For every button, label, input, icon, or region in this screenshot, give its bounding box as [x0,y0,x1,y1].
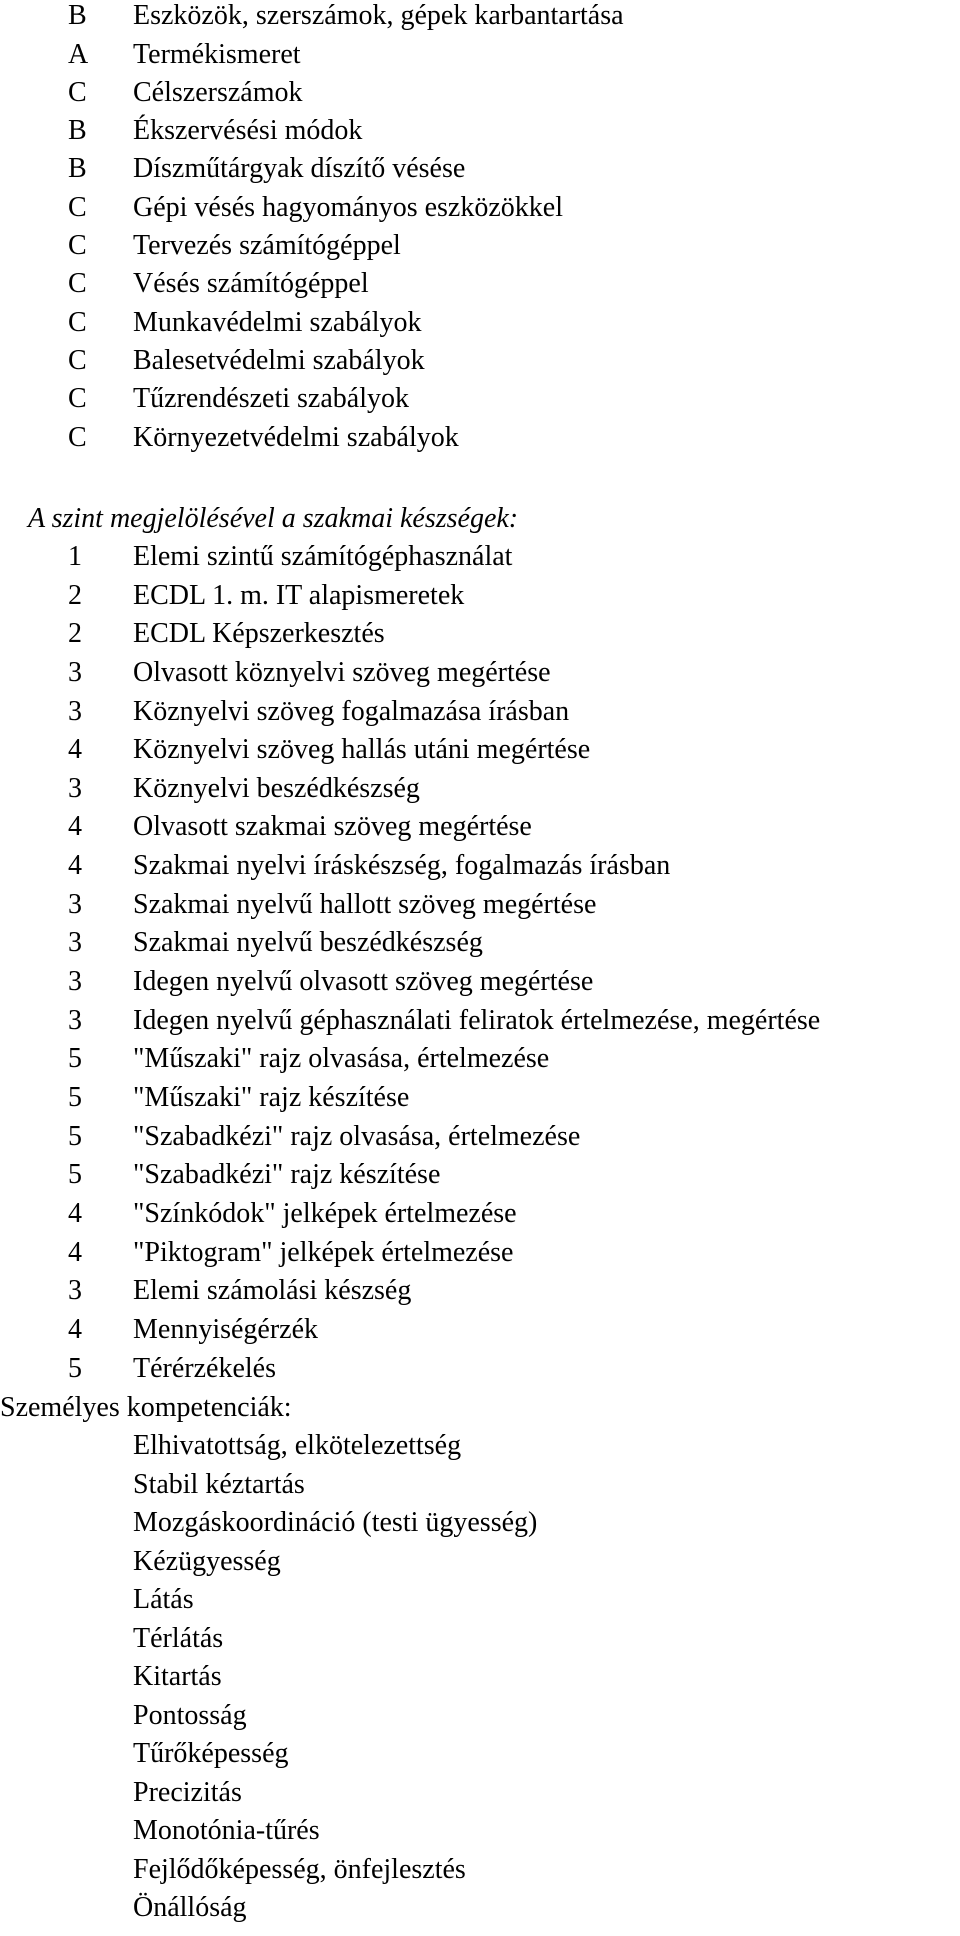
item-grade: 4 [68,850,82,881]
item-label: "Műszaki" rajz készítése [133,1082,410,1113]
item-grade: 1 [68,541,82,572]
personal-item: Kitartás [133,1661,222,1692]
item-label: ECDL 1. m. IT alapismeretek [133,580,465,611]
item-label: Idegen nyelvű olvasott szöveg megértése [133,966,594,997]
item-label: Szakmai nyelvi íráskészség, fogalmazás írásban [133,850,671,881]
item-grade: C [68,230,87,261]
item-grade: B [68,0,87,31]
item-label: "Piktogram" jelképek értelmezése [133,1237,514,1268]
personal-item: Stabil kéztartás [133,1469,305,1500]
item-label: Vésés számítógéppel [133,268,369,299]
item-grade: 5 [68,1353,82,1384]
personal-item: Pontosság [133,1700,247,1731]
personal-heading: Személyes kompetenciák: [0,1392,292,1423]
item-grade: 3 [68,927,82,958]
personal-item: Elhivatottság, elkötelezettség [133,1430,462,1461]
item-grade: C [68,307,87,338]
item-label: "Műszaki" rajz olvasása, értelmezése [133,1043,550,1074]
item-label: Elemi szintű számítógéphasználat [133,541,513,572]
item-grade: A [68,39,89,70]
item-grade: C [68,422,87,453]
item-label: Köznyelvi szöveg hallás utáni megértése [133,734,591,765]
item-grade: 3 [68,966,82,997]
item-label: Célszerszámok [133,77,303,108]
item-label: "Szabadkézi" rajz készítése [133,1159,441,1190]
item-grade: 2 [68,618,82,649]
item-grade: 3 [68,696,82,727]
personal-item: Kézügyesség [133,1546,281,1577]
item-grade: 5 [68,1121,82,1152]
item-label: Gépi vésés hagyományos eszközökkel [133,192,563,223]
item-label: Ékszervésési módok [133,115,363,146]
item-grade: 5 [68,1159,82,1190]
item-grade: 4 [68,734,82,765]
personal-item: Precizitás [133,1777,242,1808]
item-grade: 3 [68,1005,82,1036]
item-label: Környezetvédelmi szabályok [133,422,459,453]
item-label: Idegen nyelvű géphasználati feliratok értelmezése, megértése [133,1005,821,1036]
item-grade: 4 [68,811,82,842]
item-label: Térérzékelés [133,1353,276,1384]
item-label: Munkavédelmi szabályok [133,307,422,338]
item-grade: 5 [68,1043,82,1074]
item-label: Termékismeret [133,39,301,70]
item-label: "Szabadkézi" rajz olvasása, értelmezése [133,1121,581,1152]
personal-item: Mozgáskoordináció (testi ügyesség) [133,1507,538,1538]
item-grade: 4 [68,1237,82,1268]
item-label: Díszműtárgyak díszítő vésése [133,153,466,184]
item-label: Balesetvédelmi szabályok [133,345,425,376]
skills-heading: A szint megjelölésével a szakmai készségek: [28,503,519,534]
item-grade: B [68,153,87,184]
item-grade: 3 [68,773,82,804]
item-label: Tervezés számítógéppel [133,230,401,261]
item-grade: 4 [68,1314,82,1345]
item-grade: C [68,383,87,414]
item-grade: 2 [68,580,82,611]
personal-item: Látás [133,1584,194,1615]
item-grade: C [68,77,87,108]
item-label: Elemi számolási készség [133,1275,412,1306]
personal-item: Önállóság [133,1892,247,1923]
item-label: Olvasott szakmai szöveg megértése [133,811,532,842]
item-grade: C [68,345,87,376]
item-grade: C [68,192,87,223]
item-grade: 3 [68,889,82,920]
item-label: Mennyiségérzék [133,1314,319,1345]
item-label: Tűzrendészeti szabályok [133,383,409,414]
personal-item: Térlátás [133,1623,224,1654]
item-label: ECDL Képszerkesztés [133,618,385,649]
item-label: Olvasott köznyelvi szöveg megértése [133,657,551,688]
item-label: Szakmai nyelvű beszédkészség [133,927,483,958]
item-grade: 3 [68,1275,82,1306]
item-grade: 5 [68,1082,82,1113]
item-label: Köznyelvi beszédkészség [133,773,420,804]
item-label: Szakmai nyelvű hallott szöveg megértése [133,889,597,920]
item-grade: C [68,268,87,299]
item-label: Eszközök, szerszámok, gépek karbantartása [133,0,624,31]
personal-item: Fejlődőképesség, önfejlesztés [133,1854,466,1885]
item-grade: B [68,115,87,146]
item-grade: 4 [68,1198,82,1229]
personal-item: Monotónia-tűrés [133,1815,320,1846]
item-grade: 3 [68,657,82,688]
item-label: "Színkódok" jelképek értelmezése [133,1198,517,1229]
item-label: Köznyelvi szöveg fogalmazása írásban [133,696,570,727]
personal-item: Tűrőképesség [133,1738,289,1769]
